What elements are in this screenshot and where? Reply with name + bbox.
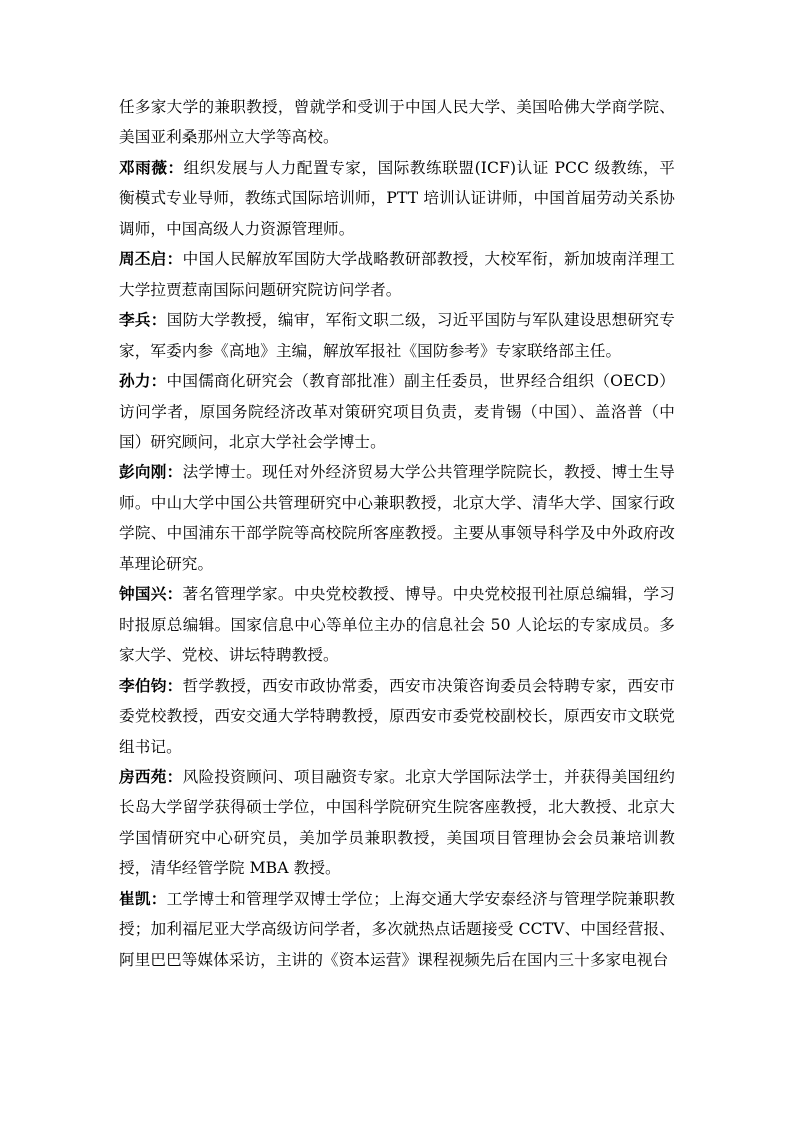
- expert-bio: 组织发展与人力配置专家，国际教练联盟(ICF)认证 PCC 级教练，平衡模式专业导师，教练式国际培训师，PTT 培训认证讲师，中国首届劳动关系协调师，中国高级人力资源管理师。: [119, 158, 675, 238]
- paragraph-continuation: [119, 92, 675, 153]
- expert-bio: 著名管理学家。中央党校教授、博导。中央党校报刊社原总编辑，学习时报原总编辑。国家信息中心等单位主办的信息社会 50 人论坛的专家成员。多家大学、党校、讲坛特聘教授。: [119, 585, 675, 665]
- paragraph-expert: [119, 305, 675, 366]
- paragraph-expert: [119, 579, 675, 670]
- expert-name: 邓雨薇：: [119, 158, 184, 177]
- paragraph-expert: [119, 884, 675, 975]
- expert-bio: 工学博士和管理学双博士学位；上海交通大学安泰经济与管理学院兼职教授；加利福尼亚大学高级访问学者，多次就热点话题接受 CCTV、中国经营报、阿里巴巴等媒体采访，主讲的《资本运营》课程视频先后在国内三十多家电视台: [119, 889, 675, 969]
- expert-name: 彭向刚：: [119, 463, 183, 482]
- paragraph-expert: [119, 671, 675, 762]
- expert-bio: 任多家大学的兼职教授，曾就学和受训于中国人民大学、美国哈佛大学商学院、美国亚利桑那州立大学等高校。: [119, 98, 675, 147]
- expert-bio: 风险投资顾问、项目融资专家。北京大学国际法学士，并获得美国纽约长岛大学留学获得硕士学位，中国科学院研究生院客座教授，北大教授、北京大学国情研究中心研究员，美加学员兼职教授，美国项目管理协会会员兼培训教授，清华经管学院 MBA 教授。: [119, 767, 675, 878]
- paragraph-expert: [119, 244, 675, 305]
- paragraph-expert: [119, 457, 675, 579]
- document-body: [119, 92, 675, 975]
- expert-name: 周丕启：: [119, 250, 183, 269]
- expert-name: 李伯钧：: [119, 676, 183, 695]
- expert-bio: 中国儒商化研究会（教育部批准）副主任委员，世界经合组织（OECD）访问学者，原国务院经济改革对策研究项目负责，麦肯锡（中国）、盖洛普（中国）研究顾问，北京大学社会学博士。: [119, 372, 675, 451]
- expert-name: 孙力：: [119, 372, 167, 391]
- expert-bio: 中国人民解放军国防大学战略教研部教授，大校军衔，新加坡南洋理工大学拉贾惹南国际问题研究院访问学者。: [119, 250, 675, 299]
- expert-name: 崔凯：: [119, 889, 167, 908]
- paragraph-expert: [119, 762, 675, 884]
- expert-name: 李兵：: [119, 311, 167, 330]
- expert-name: 房西苑：: [119, 767, 183, 786]
- expert-bio: 法学博士。现任对外经济贸易大学公共管理学院院长，教授、博士生导师。中山大学中国公共管理研究中心兼职教授，北京大学、清华大学、国家行政学院、中国浦东干部学院等高校院所客座教授。主要从事领导科学及中外政府改革理论研究。: [119, 463, 675, 573]
- paragraph-expert: [119, 153, 675, 244]
- expert-name: 钟国兴：: [119, 585, 183, 604]
- paragraph-expert: [119, 366, 675, 457]
- expert-bio: 哲学教授，西安市政协常委，西安市决策咨询委员会特聘专家，西安市委党校教授，西安交通大学特聘教授，原西安市委党校副校长，原西安市文联党组书记。: [119, 676, 675, 756]
- expert-bio: 国防大学教授，编审，军衔文职二级，习近平国防与军队建设思想研究专家，军委内参《高地》主编，解放军报社《国防参考》专家联络部主任。: [119, 311, 675, 360]
